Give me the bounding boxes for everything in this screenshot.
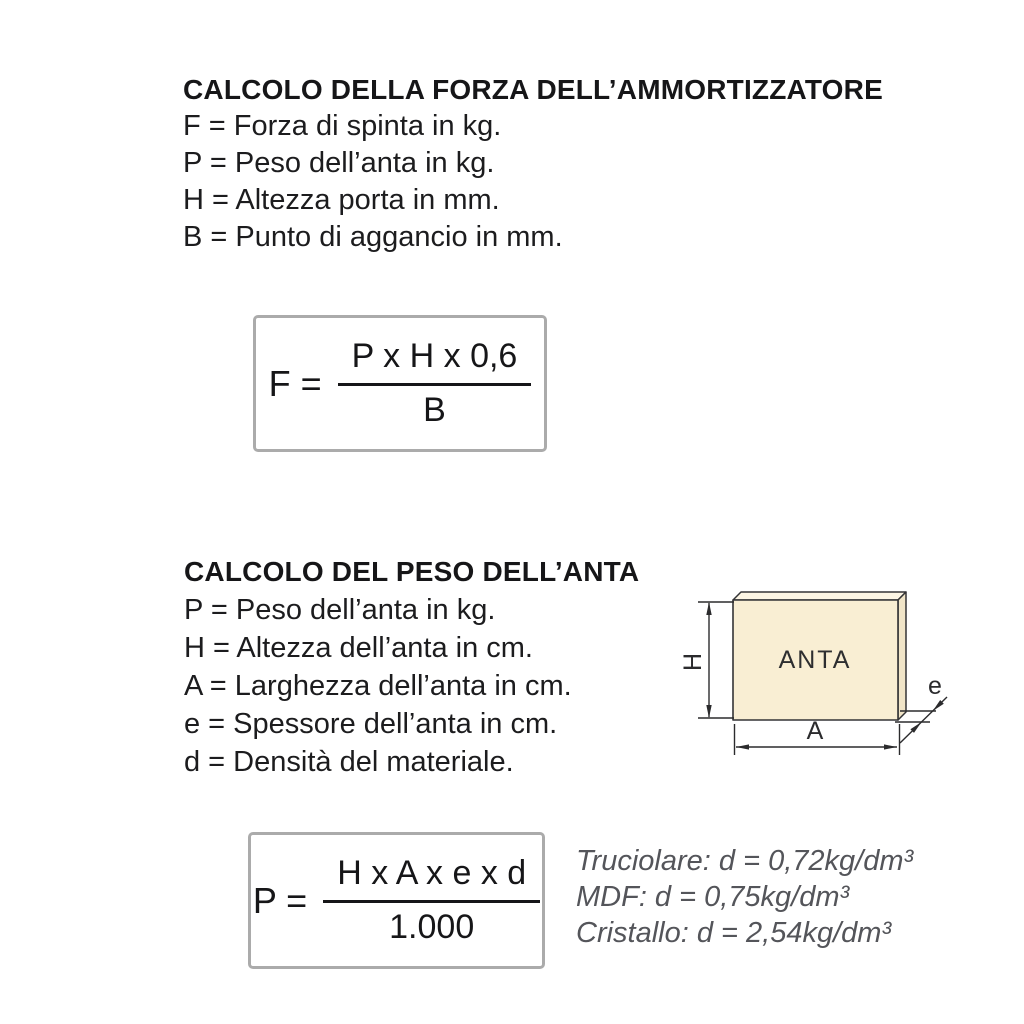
height-arrow-up	[706, 602, 711, 615]
legend-line-A: A = Larghezza dell’anta in cm.	[184, 670, 572, 702]
force-legend	[183, 108, 563, 256]
legend-line-B: B = Punto di aggancio in mm.	[183, 221, 563, 253]
weight-section-title: CALCOLO DEL PESO DELL’ANTA	[184, 555, 640, 587]
panel-top-face	[733, 592, 906, 600]
weight-formula-lhs: P =	[252, 879, 308, 921]
legend-line-e: e = Spessore dell’anta in cm.	[184, 708, 558, 740]
weight-formula-fraction	[323, 854, 540, 947]
force-formula-fraction	[338, 337, 532, 430]
legend-line-H: H = Altezza dell’anta in cm.	[184, 632, 533, 664]
legend-line-d: d = Densità del materiale.	[184, 746, 514, 778]
width-arrow-left	[736, 744, 749, 749]
force-formula-lhs: F =	[268, 362, 322, 404]
force-formula-box	[253, 315, 547, 452]
material-density-list	[576, 843, 913, 951]
legend-line-P: P = Peso dell’anta in kg.	[184, 594, 496, 626]
width-dimension-label: A	[806, 717, 824, 745]
height-dimension-label: H	[679, 652, 707, 671]
height-arrow-down	[706, 705, 711, 718]
anta-panel-diagram	[675, 572, 975, 772]
weight-formula-denominator: 1.000	[389, 908, 475, 946]
weight-legend	[184, 591, 572, 781]
force-formula-denominator: B	[423, 391, 446, 429]
weight-formula-box	[248, 832, 545, 969]
legend-line-P: P = Peso dell’anta in kg.	[183, 147, 495, 179]
legend-line-H: H = Altezza porta in mm.	[183, 184, 500, 216]
density-line-mdf: MDF: d = 0,75kg/dm³	[576, 881, 850, 913]
force-formula-numerator: P x H x 0,6	[338, 337, 532, 386]
legend-line-F: F = Forza di spinta in kg.	[183, 110, 502, 142]
force-section-title: CALCOLO DELLA FORZA DELL’AMMORTIZZATORE	[183, 73, 883, 105]
panel-label: ANTA	[778, 646, 852, 674]
density-line-cristallo: Cristallo: d = 2,54kg/dm³	[576, 917, 892, 949]
width-arrow-right	[884, 744, 897, 749]
weight-formula-numerator: H x A x e x d	[323, 854, 540, 903]
thickness-dimension-label: e	[928, 672, 942, 700]
panel-side-face	[898, 592, 906, 720]
density-line-truciolare: Truciolare: d = 0,72kg/dm³	[576, 845, 914, 877]
